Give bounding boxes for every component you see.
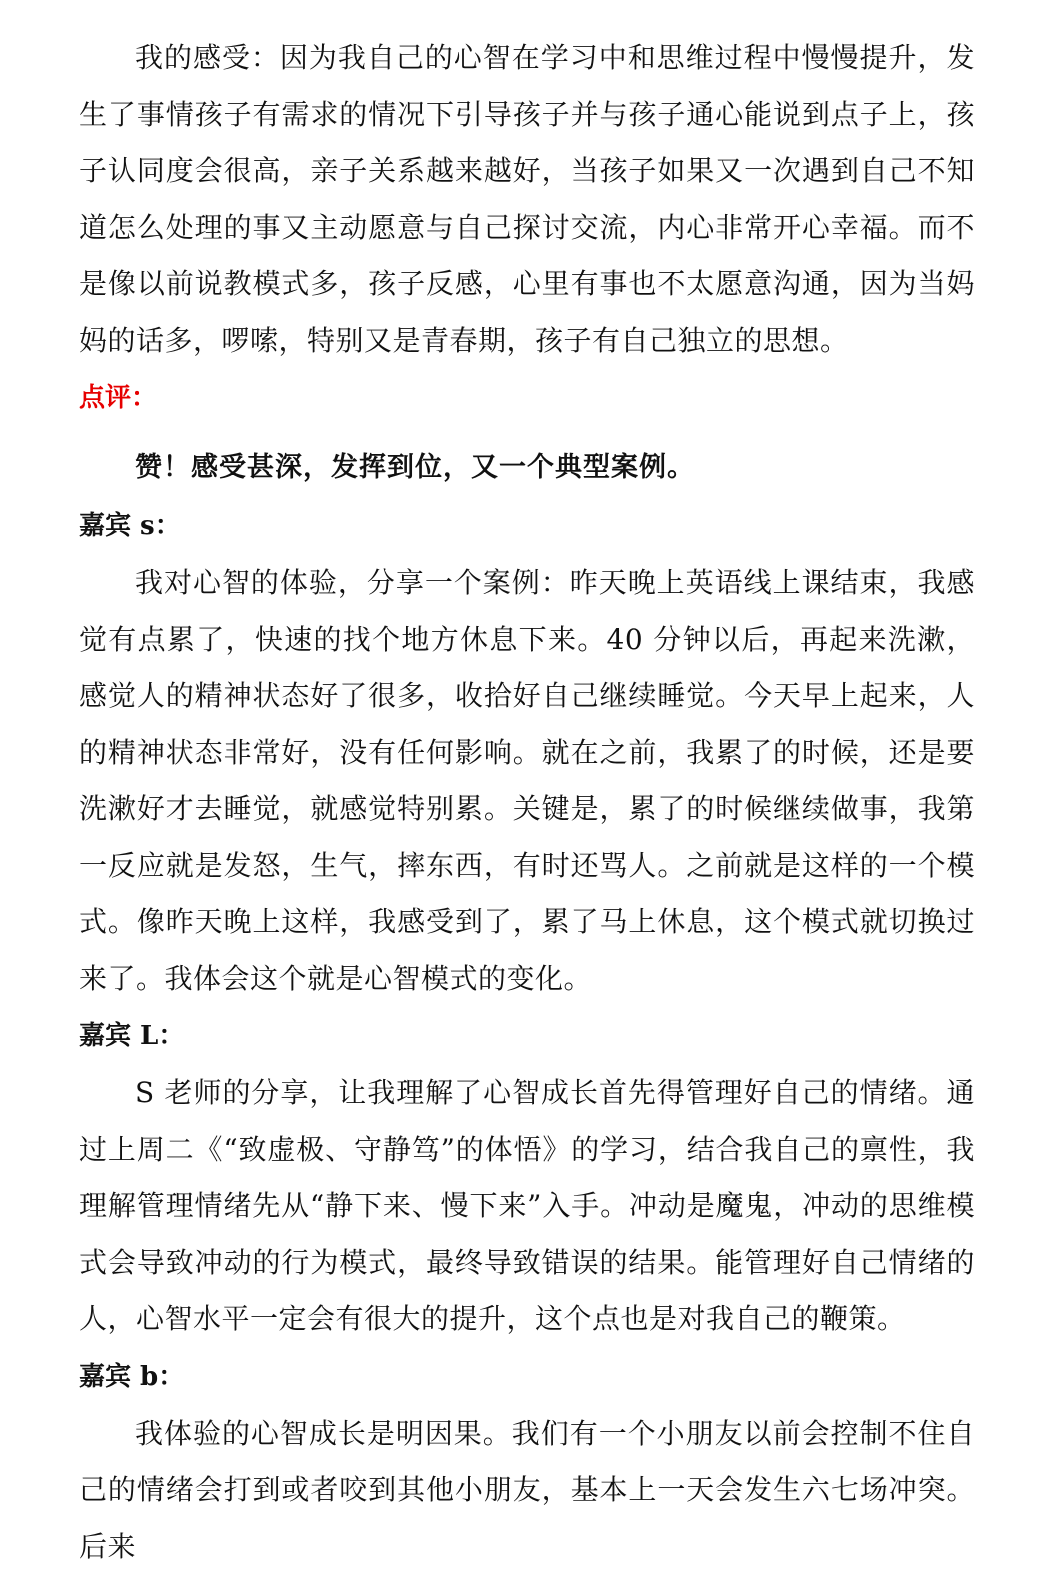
guest-l-paragraph: S 老师的分享，让我理解了心智成长首先得管理好自己的情绪。通过上周二《“致虚极、守静笃”的体悟》的学习，结合我自己的禀性，我理解管理情绪先从“静下来、慢下来”入手。冲动是魔鬼，冲动的思维模式会导致冲动的行为模式，最终导致错误的结果。能管理好自己情绪的人，心智水平一定会有很大的提升，这个点也是对我自己的鞭策。 — [79, 1065, 975, 1348]
document-page — [79, 30, 975, 1575]
guest-l-heading: 嘉宾 L： — [79, 1007, 975, 1065]
review-text: 赞！感受甚深，发挥到位，又一个典型案例。 — [79, 439, 975, 497]
guest-b-heading: 嘉宾 b： — [79, 1348, 975, 1406]
guest-s-heading: 嘉宾 s： — [79, 497, 975, 555]
review-heading: 点评： — [79, 369, 975, 427]
guest-b-paragraph: 我体验的心智成长是明因果。我们有一个小朋友以前会控制不住自己的情绪会打到或者咬到其他小朋友，基本上一天会发生六七场冲突。后来 — [79, 1406, 975, 1575]
feeling-paragraph: 我的感受：因为我自己的心智在学习中和思维过程中慢慢提升，发生了事情孩子有需求的情况下引导孩子并与孩子通心能说到点子上，孩子认同度会很高，亲子关系越来越好，当孩子如果又一次遇到自己不知道怎么处理的事又主动愿意与自己探讨交流，内心非常开心幸福。而不是像以前说教模式多，孩子反感，心里有事也不太愿意沟通，因为当妈妈的话多，啰嗦，特别又是青春期，孩子有自己独立的思想。 — [79, 30, 975, 369]
guest-s-paragraph: 我对心智的体验，分享一个案例：昨天晚上英语线上课结束，我感觉有点累了，快速的找个地方休息下来。40 分钟以后，再起来洗漱，感觉人的精神状态好了很多，收拾好自己继续睡觉。今天早上起来，人的精神状态非常好，没有任何影响。就在之前，我累了的时候，还是要洗漱好才去睡觉，就感觉特别累。关键是，累了的时候继续做事，我第一反应就是发怒，生气，摔东西，有时还骂人。之前就是这样的一个模式。像昨天晚上这样，我感受到了，累了马上休息，这个模式就切换过来了。我体会这个就是心智模式的变化。 — [79, 555, 975, 1007]
